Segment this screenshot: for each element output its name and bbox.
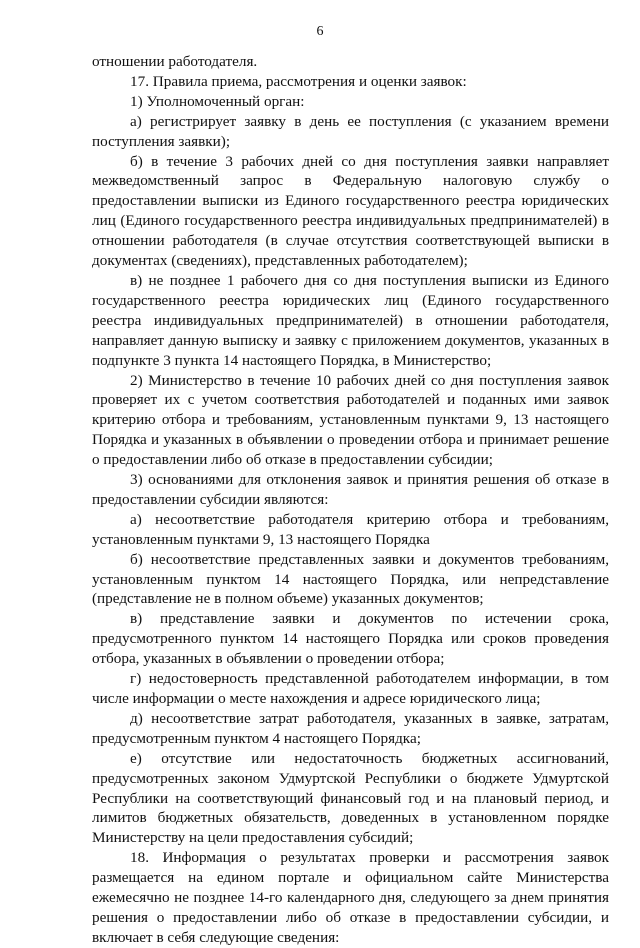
paragraph-item-3a: а) несоответствие работодателя критерию отбора и требованиям, установленным пунктами 9, 13 настоящего Порядка bbox=[92, 510, 609, 548]
paragraph-item-3c: в) представление заявки и документов по истечении срока, предусмотренного пунктом 14 настоящего Порядка или сроков проведения отбора, указанных в объявлении о проведении отбора; bbox=[92, 610, 609, 668]
paragraph-item-3f: е) отсутствие или недостаточность бюджетных ассигнований, предусмотренных законом Удмуртской Республики о бюджете Удмуртской Республики на соответствующий финансовый год и на плановый период, и лимитов бюджетных обязательств, доведенных в установленном порядке Министерству на цели предоставления субсидий; bbox=[92, 749, 609, 847]
paragraph-item-3e: д) несоответствие затрат работодателя, указанных в заявке, затратам, предусмотренным пунктом 4 настоящего Порядка; bbox=[92, 709, 609, 747]
paragraph-item-1a: а) регистрирует заявку в день ее поступления (с указанием времени поступления заявки); bbox=[92, 112, 609, 150]
paragraph-item-3d: г) недостоверность представленной работодателем информации, в том числе информации о месте нахождения и адресе юридического лица; bbox=[92, 670, 609, 707]
paragraph-item-3b: б) несоответствие представленных заявки и документов требованиям, установленным пунктом 14 настоящего Порядка, или непредставление (представление не в полном объеме) указанных документов; bbox=[92, 550, 609, 608]
section-18-paragraph: 18. Информация о результатах проверки и рассмотрения заявок размещается на едином портале и официальном сайте Министерства ежемесячно не позднее 14-го календарного дня, следующего за днем принятия решения о предоставлении либо об отказе в предоставлении субсидии, и включает в себя следующие сведения: bbox=[92, 849, 609, 946]
paragraph-item-2: 2) Министерство в течение 10 рабочих дней со дня поступления заявок проверяет их с учетом соответствия работодателей и поданных ими заявок критерию отбора и требованиям, установленным пунктами 9, 13 настоящего Порядка и указанных в объявлении о проведении отбора и принимает решение о предоставлении либо об отказе в предоставлении субсидии; bbox=[92, 371, 609, 469]
paragraph-item-1c: в) не позднее 1 рабочего дня со дня поступления выписки из Единого государственного реестра юридических лиц (Единого государственного реестра индивидуальных предпринимателей) в отношении работодателя, направляет данную выписку и заявку с приложением документов, указанных в подпункте 3 пункта 14 настоящего Порядка, в Министерство; bbox=[92, 271, 609, 369]
section-17-heading: 17. Правила приема, рассмотрения и оценки заявок: bbox=[130, 72, 467, 90]
paragraph-item-3: 3) основаниями для отклонения заявок и принятия решения об отказе в предоставлении субсидии являются: bbox=[92, 471, 609, 508]
paragraph-continuation: отношении работодателя. bbox=[92, 53, 258, 70]
paragraph-item-1b: б) в течение 3 рабочих дней со дня поступления заявки направляет межведомственный запрос в Федеральную налоговую службу о предоставлении выписки из Единого государственного реестра юридических лиц (Единого государственного реестра индивидуальных предпринимателей) в отношении работодателя (в случае отсутствия соответствующей выписки в документах (сведениях), представленных работодателем); bbox=[92, 152, 609, 270]
page-number: 6 bbox=[316, 24, 324, 39]
document-body bbox=[92, 52, 609, 948]
paragraph-item-1: 1) Уполномоченный орган: bbox=[130, 92, 305, 110]
